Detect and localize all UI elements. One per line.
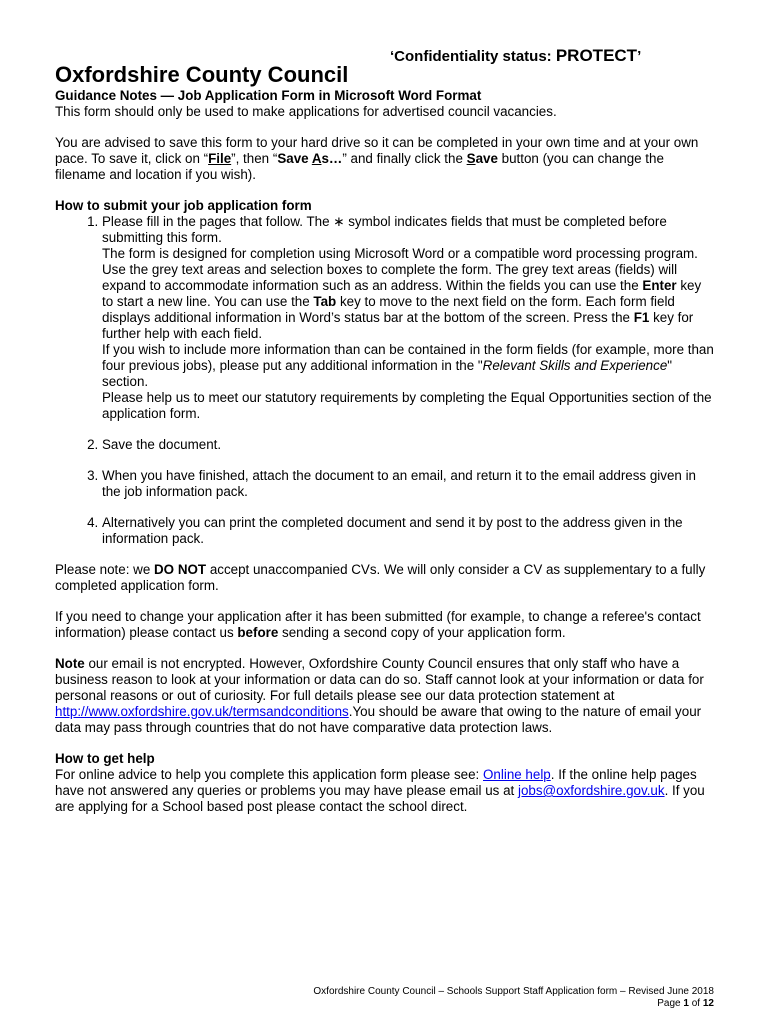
footer-text: Oxfordshire County Council – Schools Support Staff Application form – Revised June 2018 xyxy=(313,986,714,997)
guidance-subtitle: Guidance Notes — Job Application Form in Microsoft Word Format xyxy=(55,88,482,103)
intro-line: This form should only be used to make applications for advertised council vacancies. xyxy=(55,104,557,119)
document-body xyxy=(55,88,715,815)
list-item: 4. Alternatively you can print the completed document and send it by post to the address given in the information pack. xyxy=(102,515,715,547)
terms-link[interactable]: http://www.oxfordshire.gov.uk/termsandconditions xyxy=(55,704,349,719)
confidentiality-value: PROTECT xyxy=(555,46,638,65)
save-button-label: Save xyxy=(466,151,498,166)
section-name: Relevant Skills and Experience xyxy=(482,358,668,373)
page-number: Page 1 of 12 xyxy=(657,998,714,1009)
f1-key-label: F1 xyxy=(633,310,650,325)
help-text: For online advice to help you complete this application form please see: Online help. If the online help pages have not answered any queries or problems you may have please email us at jobs@oxfordshire.gov.uk. If you are applying for a School based post please contact the school direct. xyxy=(55,767,705,814)
file-menu-label: File xyxy=(208,151,232,166)
encryption-note: Note our email is not encrypted. However, Oxfordshire County Council ensures that only staff who have a business reason to look at your information or data can do so. Staff cannot look at your information or data for personal reasons or out of curiosity. For full details please see our data protection statement at http://www.oxfordshire.gov.uk/termsandconditions.You should be aware that owing to the nature of email your data may pass through countries that do not have comparative data protection laws. xyxy=(55,656,704,735)
jobs-email-link[interactable]: jobs@oxfordshire.gov.uk xyxy=(517,783,665,798)
save-instructions: You are advised to save this form to your hard drive so it can be completed in your own time and at your own pace. To save it, click on “File”, then “Save As…” and finally click the Save button (you can change the filename and location if you wish). xyxy=(55,135,699,182)
cv-note: Please note: we DO NOT accept unaccompanied CVs. We will only consider a CV as supplementary to a fully completed application form. xyxy=(55,562,706,593)
org-title: Oxfordshire County Council xyxy=(55,62,349,87)
change-note: If you need to change your application after it has been submitted (for example, to change a referee's contact information) please contact us before sending a second copy of your application form. xyxy=(55,609,701,640)
list-item: 3. When you have finished, attach the document to an email, and return it to the email address given in the job information pack. xyxy=(102,468,715,500)
confidentiality-label: ‘Confidentiality status: xyxy=(390,48,556,65)
page-footer xyxy=(313,986,714,1010)
submit-steps-list xyxy=(55,214,715,547)
tab-key-label: Tab xyxy=(313,294,337,309)
list-item: 1. Please fill in the pages that follow. The ∗ symbol indicates fields that must be completed before submitting this form. The form is designed for completion using Microsoft Word or a compatible word processing program. Use the grey text areas and selection boxes to complete the form. The grey text areas (fields) will expand to accommodate information such as an address. Within the fields you can use the Enter key to start a new line. You can use the Tab key to move to the next field on the form. Each form field displays additional information in Word’s status bar at the bottom of the screen. Press the F1 key for further help with each field. If you wish to include more information than can be contained in the form fields (for example, more than four previous jobs), please put any additional information in the "Relevant Skills and Experience" section. Please help us to meet our statutory requirements by completing the Equal Opportunities section of the application form. xyxy=(102,214,715,422)
online-help-link[interactable]: Online help xyxy=(483,767,551,782)
list-item: 2. Save the document. xyxy=(102,437,715,453)
confidentiality-status xyxy=(390,46,641,66)
enter-key-label: Enter xyxy=(642,278,677,293)
confidentiality-suffix: ’ xyxy=(637,48,642,65)
submit-heading: How to submit your job application form xyxy=(55,198,312,213)
save-as-label: Save As… xyxy=(277,151,343,166)
help-heading: How to get help xyxy=(55,751,155,766)
